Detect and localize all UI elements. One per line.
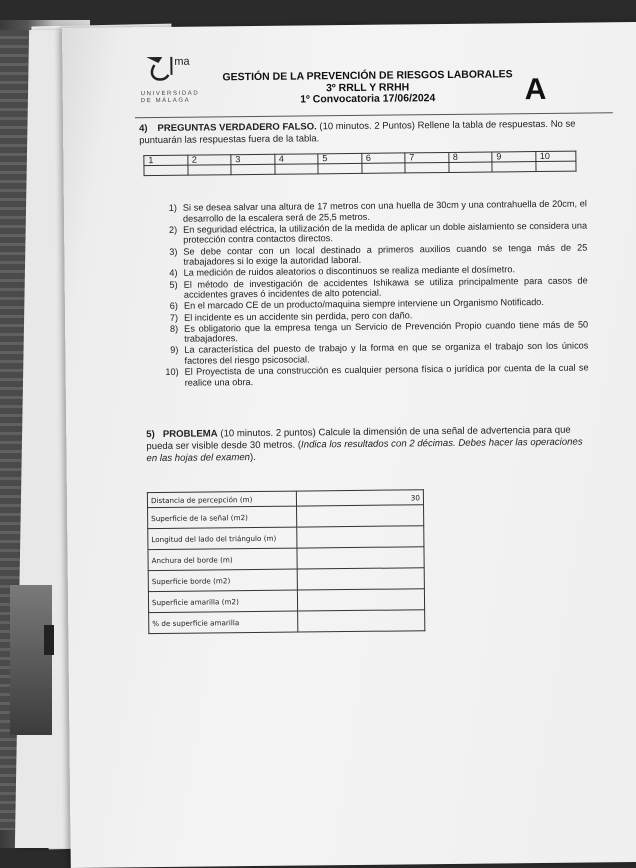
problem-table-row — [148, 568, 424, 592]
answer-column-header: 6 — [361, 153, 405, 163]
section5-text: (10 minutos. 2 puntos) Calcule la dimensión de una señal de advertencia para que pueda ser visible desde 30 metros. ( — [146, 424, 571, 453]
answer-column-header: 3 — [231, 154, 275, 164]
question-text: En el marcado CE de un producto/maquina siempre interviene un Organismo Notificado. — [183, 297, 544, 312]
answer-cell[interactable] — [405, 162, 449, 172]
exam-title: GESTIÓN DE LA PREVENCIÓN DE RIESGOS LABORALES — [222, 68, 513, 84]
problem-row-value[interactable] — [297, 505, 424, 527]
answer-column-header: 2 — [187, 155, 231, 165]
question-number: 1) — [168, 202, 177, 213]
logo-text: ma — [174, 55, 190, 68]
section4-title: PREGUNTAS VERDADERO FALSO. — [157, 121, 317, 135]
answer-column-header: 9 — [492, 152, 536, 162]
question-number: 10) — [165, 367, 179, 378]
background-label — [44, 625, 54, 655]
section4-heading — [139, 118, 609, 146]
question-text: Si se desea salvar una altura de 17 metros con una huella de 30cm y una contrahuella de 20cm, el desarrollo de la escalera será de 25,5 metros. — [182, 198, 587, 224]
question-text: La medición de ruidos aleatorios o discontinuos se realiza mediante el dosímetro. — [183, 264, 516, 279]
university-line1: UNIVERSIDAD — [140, 90, 200, 98]
problem-table-row — [148, 547, 424, 571]
problem-row-value[interactable] — [297, 589, 424, 611]
section5-italic-note: Indica los resultados con 2 décimas. Debes hacer las operaciones en las hojas del examen — [146, 436, 583, 465]
question-text: El incidente es un accidente sin perdida, pero con daño. — [183, 309, 413, 323]
background-object — [10, 585, 52, 735]
problem-row-label: Superficie de la señal (m2) — [148, 506, 297, 529]
question-text: El método de investigación de accidentes Ishikawa se utiliza principalmente para casos de accidentes graves ó incidentes de alto potencial. — [183, 275, 588, 300]
true-false-questions — [157, 199, 589, 390]
question-text: Es obligatorio que la empresa tenga un Servicio de Prevención Propio cuando tiene más de 50 trabajadores. — [184, 319, 589, 345]
section5-text-end: ). — [249, 451, 256, 464]
question-number: 3) — [169, 246, 178, 257]
problem-row-label: Distancia de percepción (m) — [147, 491, 296, 508]
problem-row-label: Longitud del lado del triángulo (m) — [148, 527, 297, 550]
answer-column-header: 5 — [318, 153, 362, 163]
problem-row-value[interactable] — [298, 610, 425, 632]
section5-number: 5) — [146, 429, 155, 441]
answer-cell[interactable] — [274, 164, 318, 174]
answer-cell[interactable] — [492, 162, 536, 172]
question-text: La característica del puesto de trabajo y la forma en que se organiza el trabajo son los únicos factores del riesgo psicosocial. — [184, 340, 589, 366]
section4-number: 4) — [139, 123, 148, 135]
question-number: 7) — [169, 312, 179, 323]
question-number: 6) — [169, 301, 178, 312]
problem-row-value[interactable] — [297, 547, 424, 569]
section5-problem — [146, 425, 586, 466]
problem-row-value[interactable]: 30 — [296, 490, 423, 506]
question-number: 5) — [169, 279, 178, 290]
question-text: El Proyectista de una construcción es cualquier persona física o jurídica por cuenta de la cual se realice una obra. — [184, 362, 589, 388]
problem-table-row — [149, 610, 425, 634]
question-text: En seguridad eléctrica, la utilización de la medida de aplicar un doble aislamiento se considera una protección contra contactos directos. — [183, 220, 588, 246]
exam-page — [62, 22, 636, 868]
question-text: Se debe contar con un local destinado a primeros auxilios cuando se tenga más de 25 trabajadores si lo exige la autoridad laboral. — [183, 242, 588, 267]
answer-cell[interactable] — [231, 164, 275, 174]
question-number: 8) — [169, 323, 179, 334]
problem-row-label: % de superficie amarilla — [149, 611, 298, 634]
answer-cell[interactable] — [318, 163, 362, 173]
problem-table-row — [148, 589, 424, 613]
answer-table — [143, 151, 576, 177]
problem-row-label: Superficie borde (m2) — [148, 569, 297, 592]
answer-column-header: 7 — [405, 152, 449, 162]
answer-column-header: 4 — [274, 154, 318, 164]
question-number: 9) — [170, 345, 179, 356]
problem-row-value[interactable] — [297, 526, 424, 548]
section5-title: PROBLEMA — [162, 428, 218, 440]
header-divider — [135, 112, 613, 118]
answer-column-header: 8 — [448, 152, 492, 162]
university-line2: DE MÁLAGA — [140, 97, 191, 105]
answer-cell[interactable] — [144, 165, 188, 175]
answer-cell[interactable] — [187, 165, 231, 175]
exam-version: A — [524, 72, 547, 107]
exam-header — [212, 69, 522, 107]
question-number: 2) — [168, 224, 178, 235]
answer-column-header: 1 — [144, 155, 188, 165]
problem-row-value[interactable] — [297, 568, 424, 590]
exam-course: 3º RRLL Y RRHH — [325, 80, 410, 94]
problem-row-label: Anchura del borde (m) — [148, 548, 297, 571]
question-number: 4) — [169, 268, 178, 279]
problem-table — [147, 489, 425, 634]
section4-instructions: (10 minutos. 2 Puntos) Rellene la tabla de respuestas. No se puntuarán las respuestas fuera de la tabla. — [139, 118, 576, 146]
question-item — [159, 363, 589, 389]
answer-column-header: 10 — [535, 151, 575, 161]
answer-cell[interactable] — [361, 163, 405, 173]
problem-table-row — [148, 526, 424, 550]
answer-cell[interactable] — [448, 162, 492, 172]
exam-call: 1º Convocatoria 17/06/2024 — [300, 92, 436, 106]
university-name — [141, 91, 200, 106]
problem-row-label: Superficie amarilla (m2) — [148, 590, 297, 613]
problem-table-row — [148, 505, 424, 529]
answer-cell[interactable] — [535, 161, 575, 171]
